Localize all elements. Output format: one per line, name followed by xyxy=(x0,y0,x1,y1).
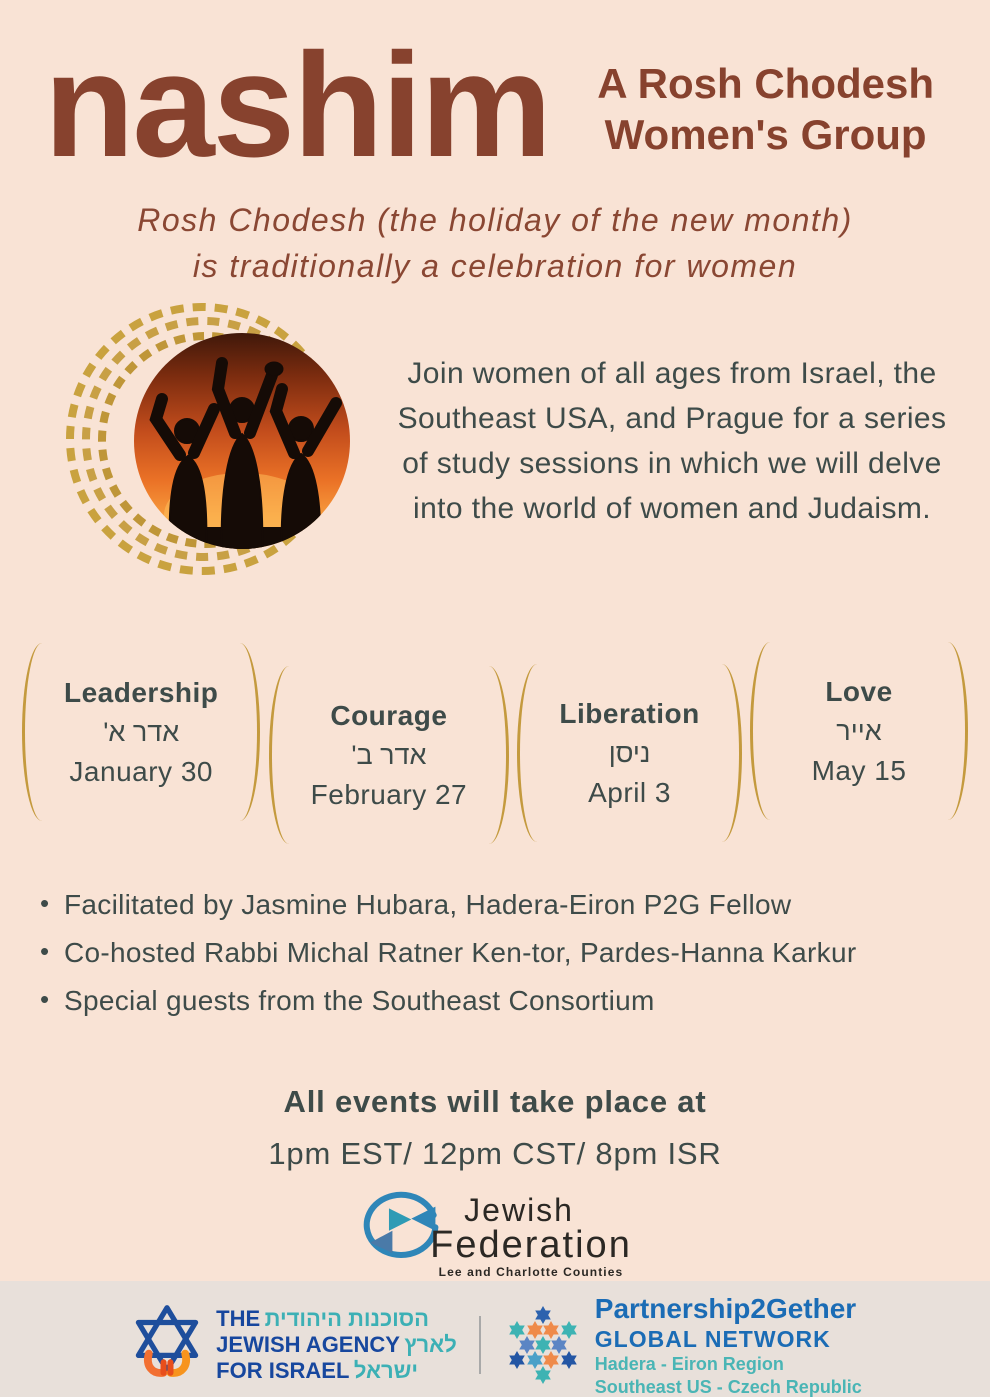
federation-line2: Federation xyxy=(430,1223,632,1266)
agency-he2: לארץ xyxy=(404,1331,457,1357)
event-courage xyxy=(269,655,509,855)
event-text xyxy=(56,677,226,788)
partner-logos-row xyxy=(0,1293,990,1396)
star-of-david-hands-icon xyxy=(128,1303,206,1387)
page-title: nashim xyxy=(44,23,551,188)
event-hebrew-month: אדר ב' xyxy=(351,739,427,770)
event-date: January 30 xyxy=(69,755,213,787)
agency-en2: JEWISH AGENCY xyxy=(216,1331,400,1357)
agency-en3: FOR ISRAEL xyxy=(216,1357,350,1383)
logo-divider xyxy=(479,1316,481,1374)
event-hebrew-month: אדר א' xyxy=(103,716,180,747)
event-leadership xyxy=(22,609,260,855)
intro-paragraph: Join women of all ages from Israel, the Southeast USA, and Prague for a series of study sessions in which we will delve into the world of women and Judaism. xyxy=(397,357,947,526)
partnership-network: GLOBAL NETWORK xyxy=(594,1325,831,1352)
star-cluster-icon xyxy=(503,1301,583,1389)
event-name: Love xyxy=(825,675,893,707)
schedule-times: 1pm EST/ 12pm CST/ 8pm ISR xyxy=(268,1135,722,1171)
event-liberation xyxy=(517,651,741,855)
partnership-region2: Southeast US - Czech Republic xyxy=(594,1376,862,1397)
group-name xyxy=(597,58,934,160)
agency-line3 xyxy=(216,1358,457,1384)
events-row xyxy=(0,605,990,855)
federation-text xyxy=(430,1191,632,1280)
agency-text xyxy=(216,1306,457,1384)
partnership2gether-logo xyxy=(503,1293,862,1396)
detail-guests: • Special guests from the Southeast Consortium xyxy=(30,977,960,1025)
schedule-heading: All events will take place at xyxy=(283,1083,707,1119)
event-date: April 3 xyxy=(588,776,671,808)
agency-he1: הסוכנות היהודית xyxy=(264,1306,430,1332)
gold-paren-right xyxy=(220,643,260,821)
event-text xyxy=(551,698,707,809)
event-text xyxy=(784,676,934,787)
detail-facilitator: • Facilitated by Jasmine Hubara, Hadera-Eiron P2G Fellow xyxy=(30,881,960,929)
event-name: Liberation xyxy=(559,697,700,729)
header xyxy=(0,0,990,188)
group-name-line1: A Rosh Chodesh xyxy=(597,60,934,107)
partnership-text xyxy=(595,1293,862,1396)
event-date: May 15 xyxy=(811,754,907,786)
subtitle-line1: Rosh Chodesh (the holiday of the new month) xyxy=(137,202,853,239)
agency-line1 xyxy=(216,1306,457,1332)
subtitle xyxy=(0,198,990,289)
partnership-region1: Hadera - Eiron Region xyxy=(594,1354,784,1375)
jewish-federation-logo xyxy=(0,1191,990,1280)
jewish-agency-logo xyxy=(128,1303,457,1387)
detail-cohost: • Co-hosted Rabbi Michal Ratner Ken-tor, Pardes-Hanna Karkur xyxy=(30,929,960,977)
event-text xyxy=(303,700,475,811)
gold-paren-right xyxy=(928,642,968,820)
event-date: February 27 xyxy=(310,778,468,810)
agency-line2 xyxy=(216,1332,457,1358)
event-name: Courage xyxy=(330,699,448,731)
details-list xyxy=(0,881,990,1025)
partnership-name: Partnership2Gether xyxy=(594,1293,857,1325)
subtitle-line2: is traditionally a celebration for women xyxy=(192,247,798,284)
event-love xyxy=(750,607,968,855)
federation-line3: Lee and Charlotte Counties xyxy=(438,1265,624,1280)
gold-paren-right xyxy=(702,664,742,842)
agency-he3: ישראל xyxy=(353,1357,419,1383)
event-hebrew-month: אייר xyxy=(836,715,882,746)
event-hebrew-month: ניסן xyxy=(608,737,651,768)
hero-section xyxy=(0,295,990,573)
schedule xyxy=(0,1084,990,1172)
sunset-dancers-photo xyxy=(30,303,390,573)
group-name-line2: Women's Group xyxy=(604,111,927,159)
agency-en1: THE xyxy=(216,1306,261,1332)
sunset-dancers-illustration xyxy=(30,303,390,573)
event-name: Leadership xyxy=(64,676,219,708)
federation-line1: Jewish xyxy=(464,1191,574,1228)
gold-paren-right xyxy=(469,666,509,844)
